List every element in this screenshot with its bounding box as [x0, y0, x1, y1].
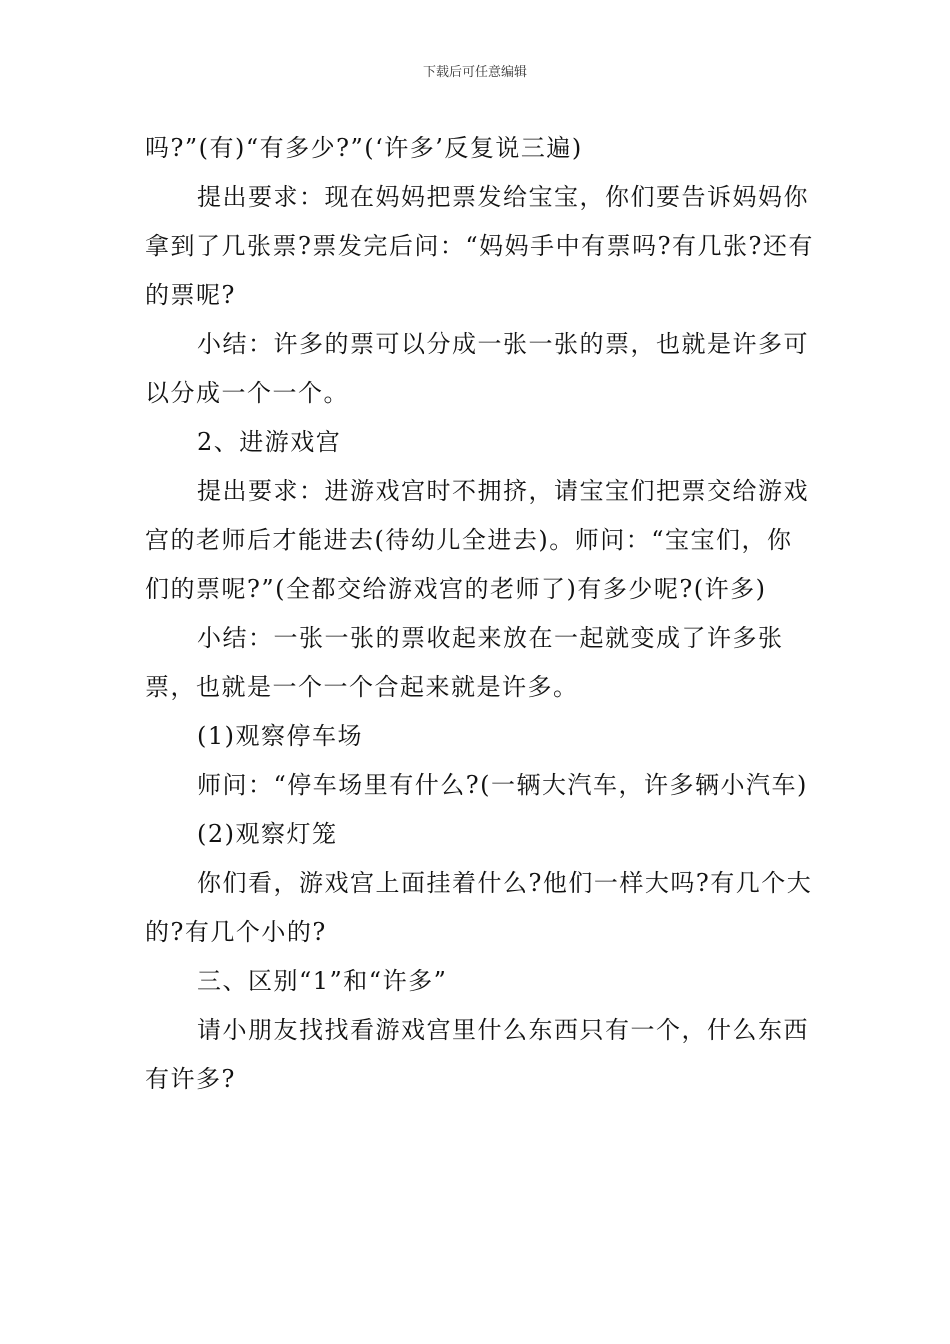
paragraph-8: 师问：“停车场里有什么?(一辆大汽车，许多辆小汽车) — [197, 771, 808, 799]
paragraph-5: 提出要求：进游戏宫时不拥挤，请宝宝们把票交给游戏宫的老师后才能进去(待幼儿全进去)。师问：“宝宝们，你们的票呢?”(全都交给游戏宫的老师了)有多少呢?(许多) — [145, 477, 809, 603]
paragraph-1: 吗?”(有)“有多少?”(‘许多’反复说三遍) — [145, 134, 583, 162]
subheading-2: (2)观察灯笼 — [197, 820, 338, 848]
paragraph-3: 小结：许多的票可以分成一张一张的票，也就是许多可以分成一个一个。 — [145, 330, 809, 407]
document-body — [145, 124, 815, 1104]
paragraph-10: 你们看，游戏宫上面挂着什么?他们一样大吗?有几个大的?有几个小的? — [145, 869, 813, 946]
subheading-1: (1)观察停车场 — [197, 722, 363, 750]
paragraph-6: 小结：一张一张的票收起来放在一起就变成了许多张票，也就是一个一个合起来就是许多。 — [145, 624, 784, 701]
section-heading-2: 2、进游戏宫 — [197, 428, 342, 456]
section-heading-3: 三、区别“1”和“许多” — [197, 967, 448, 995]
page-header: 下载后可任意编辑 — [422, 65, 527, 80]
paragraph-12: 请小朋友找找看游戏宫里什么东西只有一个，什么东西有许多? — [145, 1016, 809, 1093]
paragraph-2: 提出要求：现在妈妈把票发给宝宝，你们要告诉妈妈你拿到了几张票?票发完后问：“妈妈手中有票吗?有几张?还有的票呢? — [145, 183, 814, 309]
